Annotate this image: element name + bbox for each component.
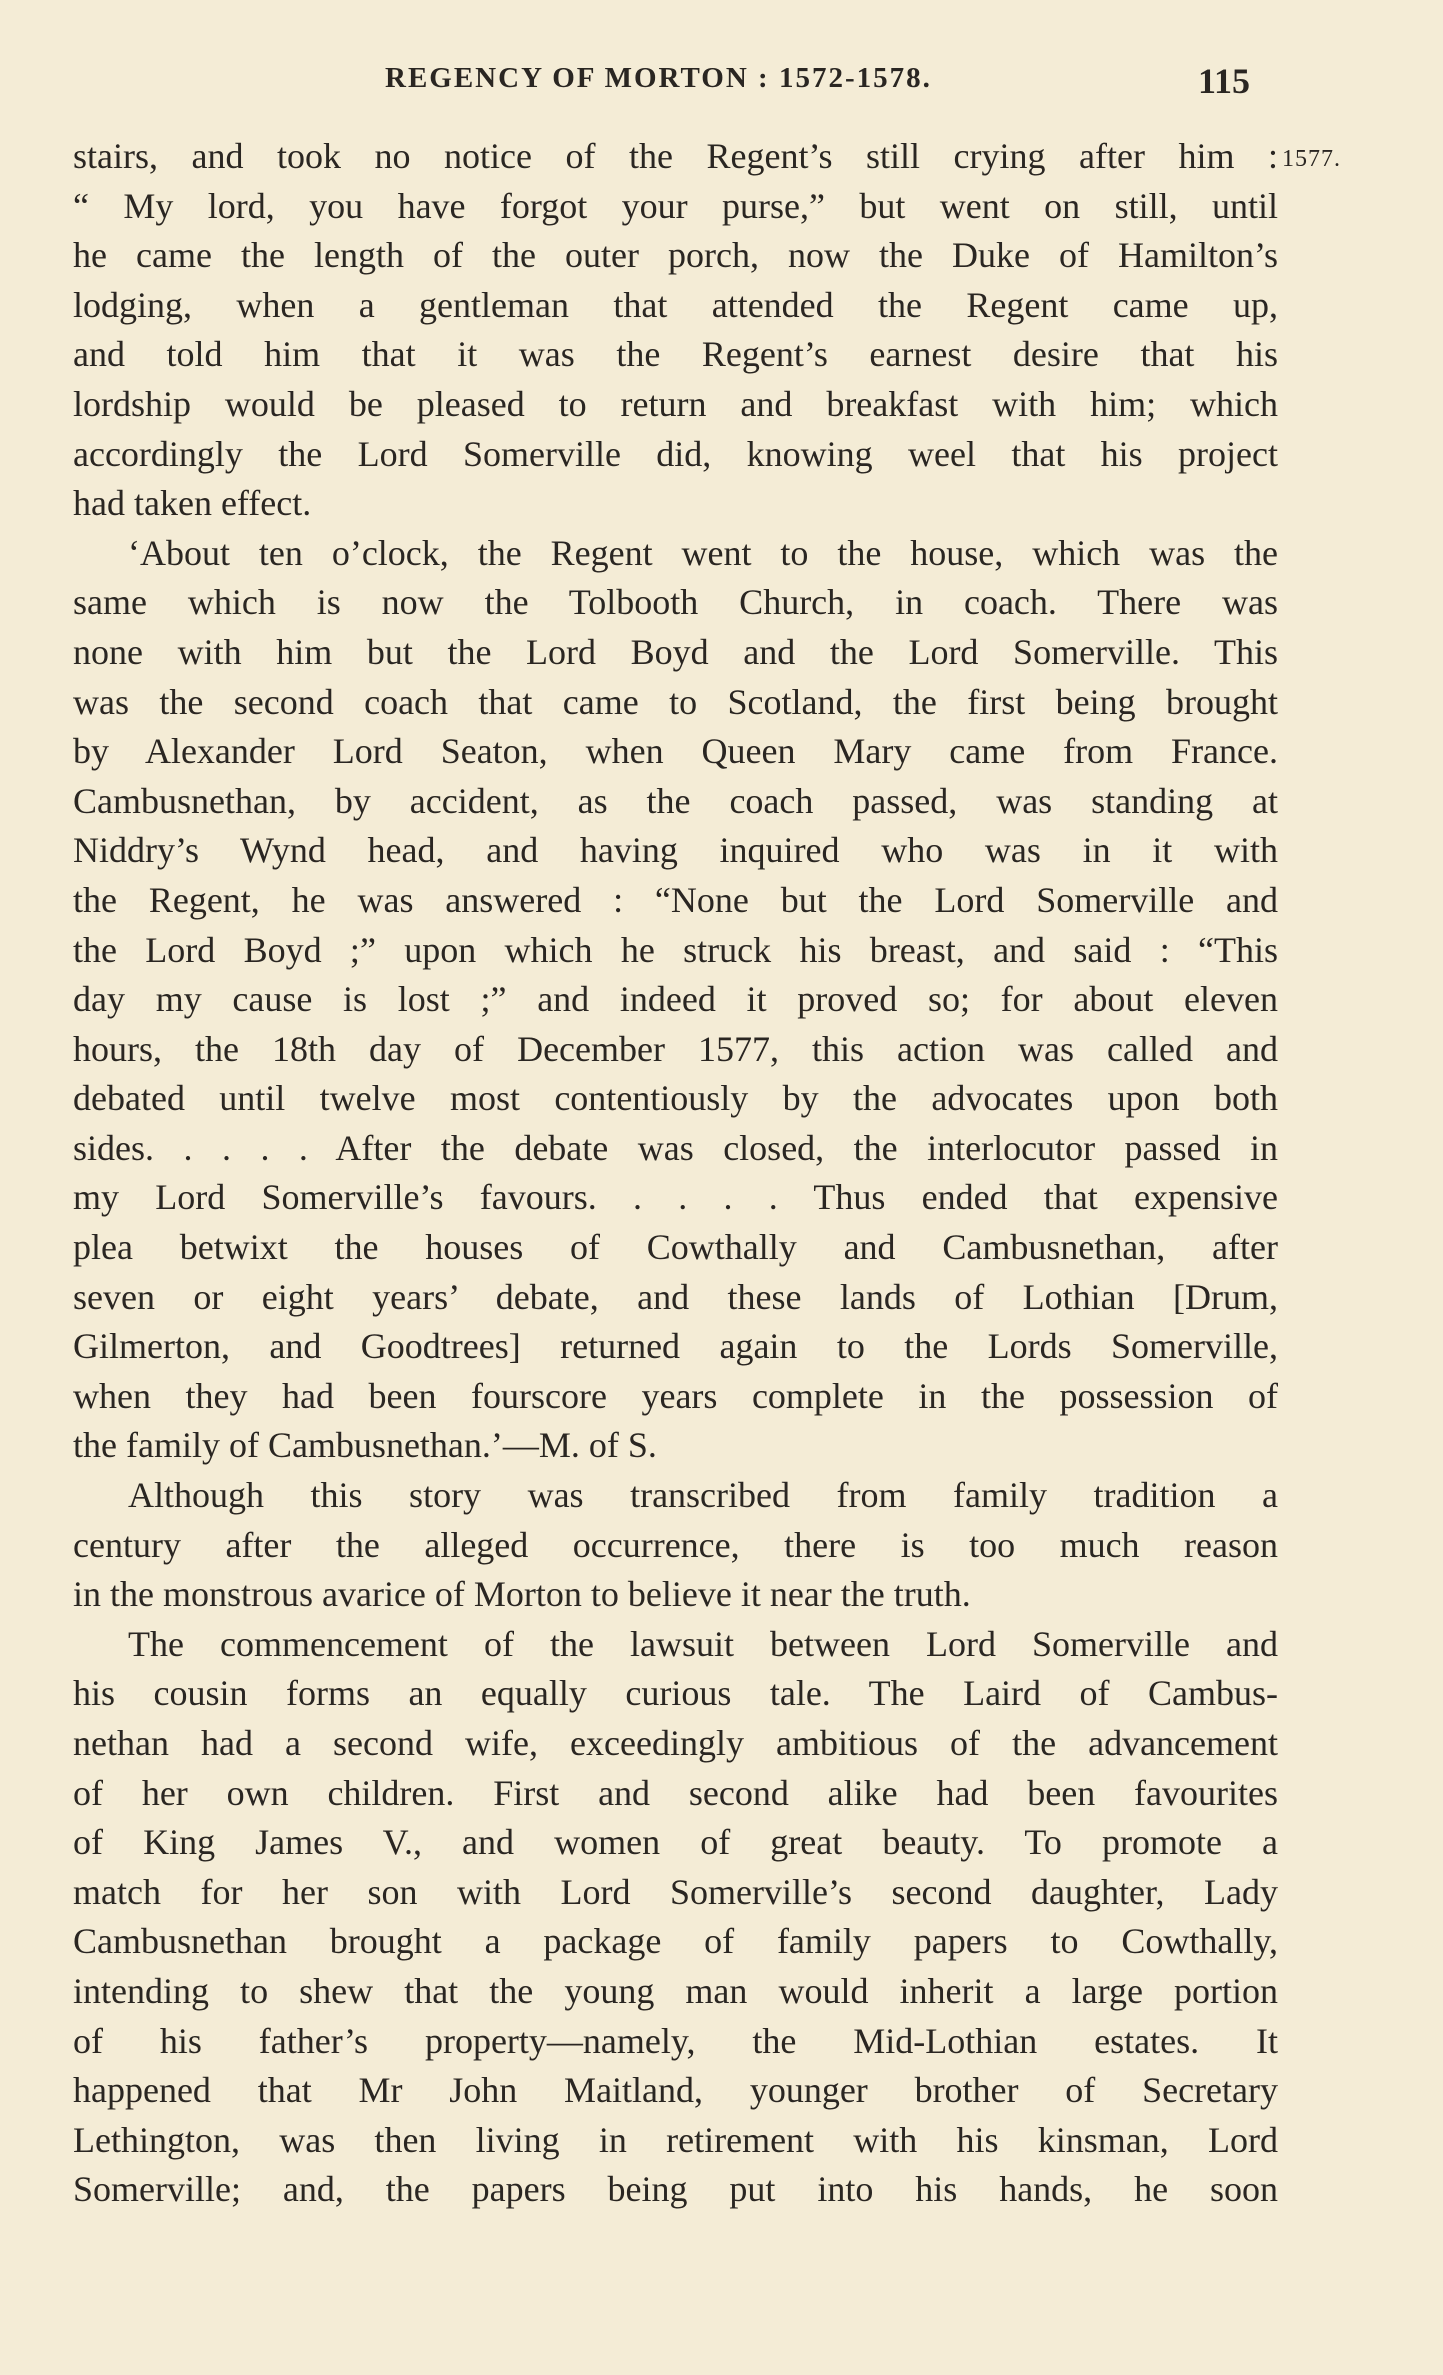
text-line: Somerville; and, the papers being put into his hands, he soon	[73, 2169, 1278, 2210]
text-line: stairs, and took no notice of the Regent’s still crying after him :	[73, 136, 1278, 176]
body-text	[73, 132, 1278, 2215]
text-line: of his father’s property—namely, the Mid-Lothian estates. It	[73, 2020, 1278, 2061]
text-line: sides. . . . . After the debate was closed, the interlocutor passed in	[73, 1127, 1278, 1168]
text-line: none with him but the Lord Boyd and the Lord Somerville. This	[73, 631, 1278, 672]
text-line: his cousin forms an equally curious tale. The Laird of Cambus-	[73, 1673, 1278, 1714]
text-line: intending to shew that the young man would inherit a large portion	[73, 1970, 1278, 2011]
text-line: had taken effect.	[73, 483, 312, 524]
text-line: when they had been fourscore years complete in the possession of	[73, 1375, 1278, 1416]
text-line: hours, the 18th day of December 1577, this action was called and	[73, 1028, 1278, 1069]
margin-note-year: 1577.	[1282, 146, 1341, 172]
text-line: my Lord Somerville’s favours. . . . . Thus ended that expensive	[73, 1177, 1278, 1218]
text-line: lordship would be pleased to return and breakfast with him; which	[73, 383, 1278, 424]
text-line: Niddry’s Wynd head, and having inquired who was in it with	[73, 830, 1278, 871]
text-line: day my cause is lost ;” and indeed it proved so; for about eleven	[73, 979, 1278, 1020]
text-line: of her own children. First and second alike had been favourites	[73, 1772, 1278, 1813]
page-number: 115	[1198, 61, 1251, 101]
text-line: plea betwixt the houses of Cowthally and Cambusnethan, after	[73, 1227, 1278, 1268]
running-head: REGENCY OF MORTON : 1572-1578.	[385, 62, 932, 94]
text-line: match for her son with Lord Somerville’s second daughter, Lady	[73, 1871, 1278, 1912]
text-line: Gilmerton, and Goodtrees] returned again to the Lords Somerville,	[73, 1326, 1278, 1367]
text-line: seven or eight years’ debate, and these lands of Lothian [Drum,	[73, 1276, 1278, 1317]
text-line: and told him that it was the Regent’s earnest desire that his	[73, 334, 1278, 375]
text-line: The commencement of the lawsuit between Lord Somerville and	[128, 1623, 1278, 1664]
text-line: in the monstrous avarice of Morton to believe it near the truth.	[73, 1574, 971, 1615]
text-line: “ My lord, you have forgot your purse,” but went on still, until	[73, 185, 1278, 226]
page-header	[0, 60, 1443, 110]
text-line: was the second coach that came to Scotland, the first being brought	[73, 681, 1278, 722]
text-line: Cambusnethan brought a package of family papers to Cowthally,	[73, 1921, 1278, 1962]
text-line: accordingly the Lord Somerville did, knowing weel that his project	[73, 433, 1278, 474]
text-line: the family of Cambusnethan.’—M. of S.	[73, 1425, 657, 1466]
text-line: happened that Mr John Maitland, younger brother of Secretary	[73, 2070, 1278, 2111]
text-line: the Regent, he was answered : “None but the Lord Somerville and	[73, 879, 1278, 920]
text-line: century after the alleged occurrence, there is too much reason	[73, 1524, 1278, 1565]
text-line: Although this story was transcribed from family tradition a	[128, 1475, 1278, 1516]
text-line: debated until twelve most contentiously by the advocates upon both	[73, 1078, 1278, 1119]
text-line: of King James V., and women of great beauty. To promote a	[73, 1822, 1278, 1863]
text-line: same which is now the Tolbooth Church, in coach. There was	[73, 582, 1278, 623]
text-line: by Alexander Lord Seaton, when Queen Mary came from France.	[73, 731, 1278, 772]
text-line: the Lord Boyd ;” upon which he struck his breast, and said : “This	[73, 929, 1278, 970]
text-line: lodging, when a gentleman that attended the Regent came up,	[73, 284, 1278, 325]
text-line: Cambusnethan, by accident, as the coach passed, was standing at	[73, 780, 1278, 821]
text-line: Lethington, was then living in retirement with his kinsman, Lord	[73, 2119, 1278, 2160]
text-line: ‘About ten o’clock, the Regent went to the house, which was the	[128, 532, 1278, 573]
text-line: nethan had a second wife, exceedingly ambitious of the advancement	[73, 1723, 1278, 1763]
text-line: he came the length of the outer porch, now the Duke of Hamilton’s	[73, 235, 1278, 276]
